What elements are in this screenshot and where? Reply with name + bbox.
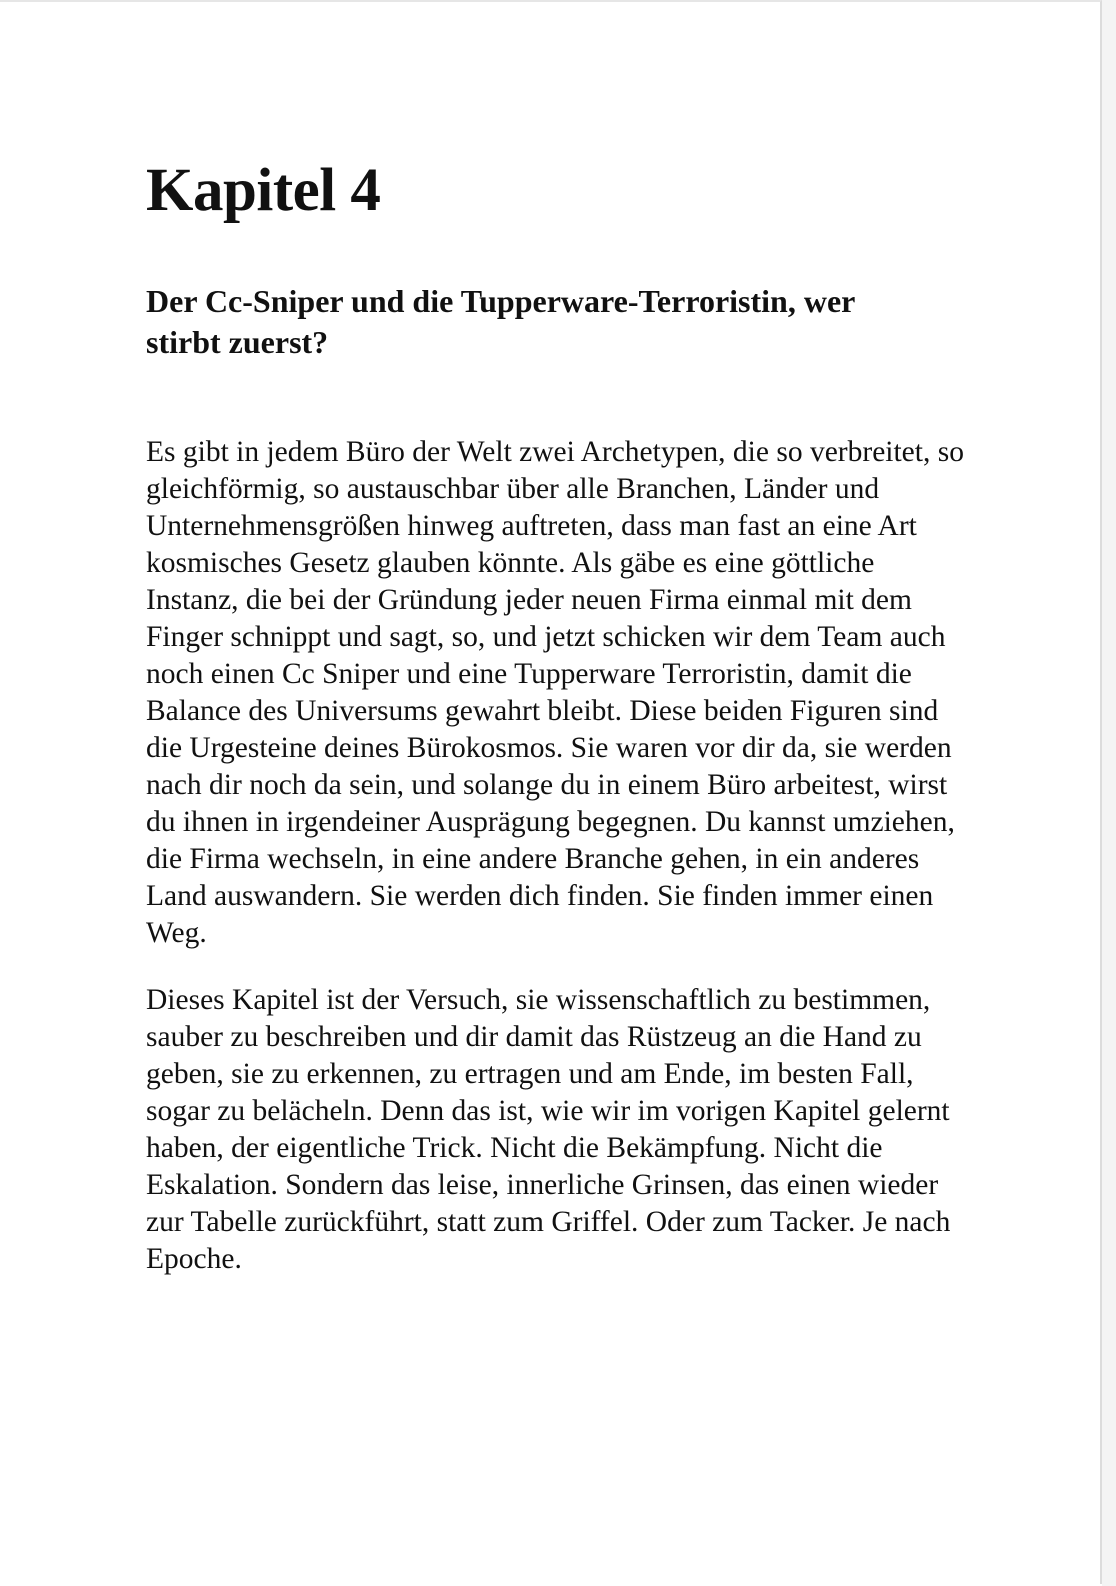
paragraph-1: Es gibt in jedem Büro der Welt zwei Archetypen, die so verbreitet, so gleichförmig, so austauschbar über alle Branchen, Länder und Unternehmensgrößen hinweg auftreten, dass man fast an eine Art kosmisches Gesetz glauben könnte. Als gäbe es eine göttliche Instanz, die bei der Gründung jeder neuen Firma einmal mit dem Finger schnippt und sagt, so, und jetzt schicken wir dem Team auch noch einen Cc Sniper und eine Tupperware Terroristin, damit die Balance des Universums gewahrt bleibt. Diese beiden Figuren sind die Urgesteine deines Bürokosmos. Sie waren vor dir da, sie werden nach dir noch da sein, und solange du in einem Büro arbeitest, wirst du ihnen in irgendeiner Ausprägung begegnen. Du kannst umziehen, die Firma wechseln, in eine andere Branche gehen, in ein anderes Land auswandern. Sie werden dich finden. Sie finden immer einen Weg. xyxy=(146,436,964,949)
paragraph-2: Dieses Kapitel ist der Versuch, sie wissenschaftlich zu bestimmen, sauber zu beschreiben und dir damit das Rüstzeug an die Hand zu geben, sie zu erkennen, zu ertragen und am Ende, im besten Fall, sogar zu belächeln. Denn das ist, wie wir im vorigen Kapitel gelernt haben, der eigentliche Trick. Nicht die Bekämpfung. Nicht die Eskalation. Sondern das leise, innerliche Grinsen, das einen wieder zur Tabelle zurückführt, statt zum Griffel. Oder zum Tacker. Je nach Epoche. xyxy=(146,984,951,1275)
page-edge xyxy=(1102,0,1116,1586)
page-content xyxy=(146,150,976,1278)
chapter-title: Kapitel 4 xyxy=(146,157,381,224)
chapter-subtitle: Der Cc-Sniper und die Tupperware-Terroristin, wer stirbt zuerst? xyxy=(146,283,855,360)
